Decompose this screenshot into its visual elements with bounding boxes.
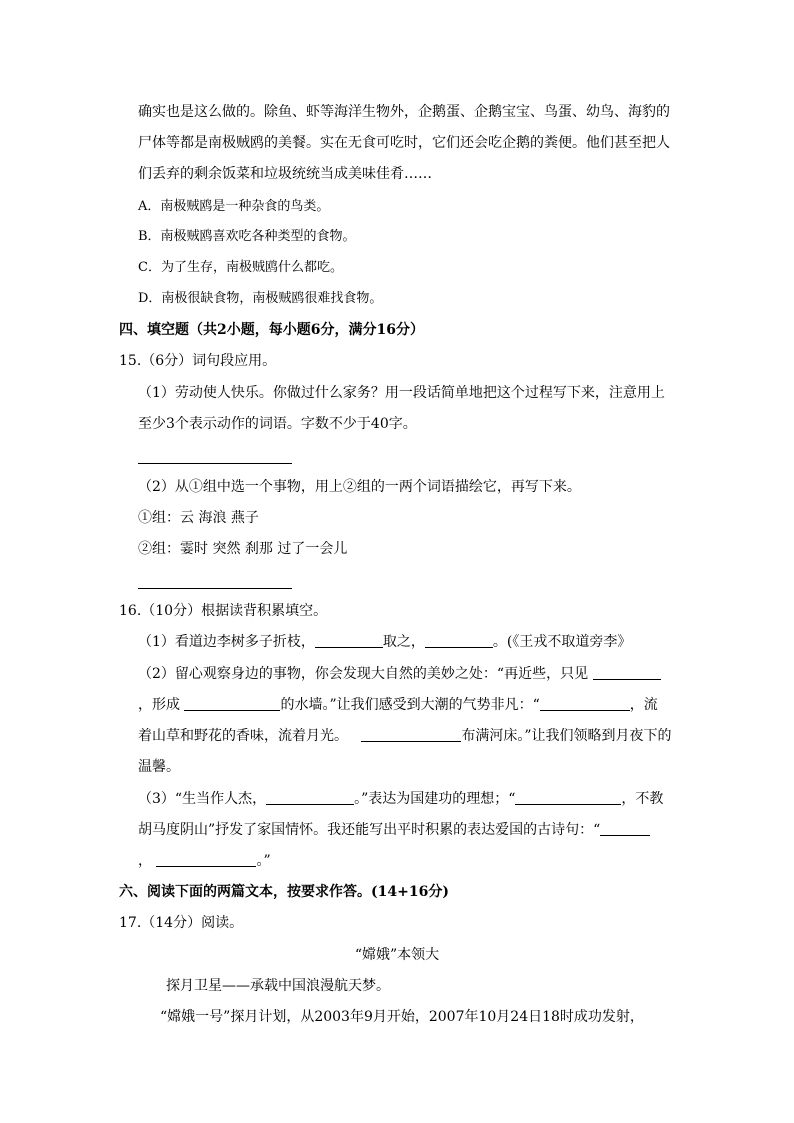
q15-group2: ②组：霎时 突然 刹那 过了一会儿 [138,541,348,557]
q15-answer-blank-2[interactable] [138,588,292,589]
q15-part1-line1: （1）劳动使人快乐。你做过什么家务？用一段话简单地把这个过程写下来，注意用上 [138,385,665,401]
q16-part3-line3 [138,852,271,870]
option-c: C．为了生存，南极贼鸥什么都吃。 [138,260,343,275]
q16-part2-line4: 温馨。 [138,759,180,775]
q16-blank-6[interactable] [361,727,461,742]
q16-p2-text-a: （2）留心观察身边的事物，你会发现大自然的美妙之处：“再近些，只见 [138,666,589,682]
option-b: B．南极贼鸥喜欢吃各种类型的食物。 [138,229,356,244]
q16-p3-text-b: 。”表达为国建功的理想；“ [354,791,516,807]
q16-part1 [138,633,631,651]
q16-blank-9[interactable] [600,821,650,836]
option-d: D．南极很缺食物，南极贼鸥很难找食物。 [138,291,383,306]
q16-title: 16.（10分）根据读背积累填空。 [119,603,328,619]
q16-blank-1[interactable] [315,633,383,648]
q15-answer-blank-1[interactable] [138,463,292,464]
q16-part2-line2 [138,696,658,714]
q16-part3-line1 [138,790,663,808]
q16-part2-line3 [138,727,672,745]
q15-title: 15.（6分）词句段应用。 [119,353,277,369]
q16-p2-text-c: 的水墙。”让我们感受到大潮的气势非凡：“ [280,697,540,713]
passage-line-1: 确实也是这么做的。除鱼、虾等海洋生物外，企鹅蛋、企鹅宝宝、鸟蛋、幼鸟、海豹的 [138,104,670,120]
q16-p3-text-a: （3）“生当作人杰， [138,791,267,807]
q16-p3-text-d: 胡马度阴山”抒发了家国情怀。我还能写出平时积累的表达爱国的古诗句：“ [138,822,601,838]
q16-p3-text-c: ，不教 [621,791,664,807]
q15-part2: （2）从①组中选一个事物，用上②组的一两个词语描绘它，再写下来。 [138,479,581,495]
q16-part3-line2 [138,821,650,839]
passage-line-2: 尸体等都是南极贼鸥的美餐。实在无食可吃时，它们还会吃企鹅的粪便。他们甚至把人 [138,135,670,151]
q16-p1-text-a: （1）看道边李树多子折枝， [138,634,315,650]
q16-p2-text-e: 着山草和野花的香味，流着月光。 [138,728,348,744]
q15-part1-line2: 至少3个表示动作的词语。字数不少于40字。 [138,416,417,432]
article-subtitle: 探月卫星——承载中国浪漫航天梦。 [166,978,390,994]
option-a: A．南极贼鸥是一种杂食的鸟类。 [138,199,330,214]
q17-title: 17.（14分）阅读。 [119,915,244,931]
q16-blank-10[interactable] [156,852,256,867]
q16-p1-text-c: 。(《王戎不取道旁李》 [492,634,632,650]
section-6-heading: 六、阅读下面的两篇文本，按要求作答。(14+16分) [119,884,449,900]
q16-blank-7[interactable] [266,790,354,805]
q16-p3-text-e: ， [138,853,152,869]
q16-p2-text-b: ，形成 [138,697,180,713]
q16-p2-text-f: 布满河床。”让我们领略到月夜下的 [461,728,672,744]
q16-blank-8[interactable] [515,790,621,805]
q16-blank-2[interactable] [425,633,493,648]
q16-blank-4[interactable] [184,696,280,711]
article-title: “嫦娥”本领大 [354,947,440,963]
q16-p2-text-d: ，流 [629,697,658,713]
q16-p3-text-f: 。” [256,853,271,869]
q15-group1: ①组：云 海浪 燕子 [138,510,259,526]
q16-blank-5[interactable] [540,696,630,711]
article-paragraph-1: “嫦娥一号”探月计划，从2003年9月开始，2007年10月24日18时成功发射， [160,1009,644,1025]
q16-blank-3[interactable] [593,665,661,680]
q16-p1-text-b: 取之， [382,634,425,650]
passage-line-3: 们丢弃的剩余饭菜和垃圾统统当成美味佳肴…… [138,166,432,182]
section-4-heading: 四、填空题（共2小题，每小题6分，满分16分） [119,322,424,338]
q16-part2-line1 [138,665,661,683]
